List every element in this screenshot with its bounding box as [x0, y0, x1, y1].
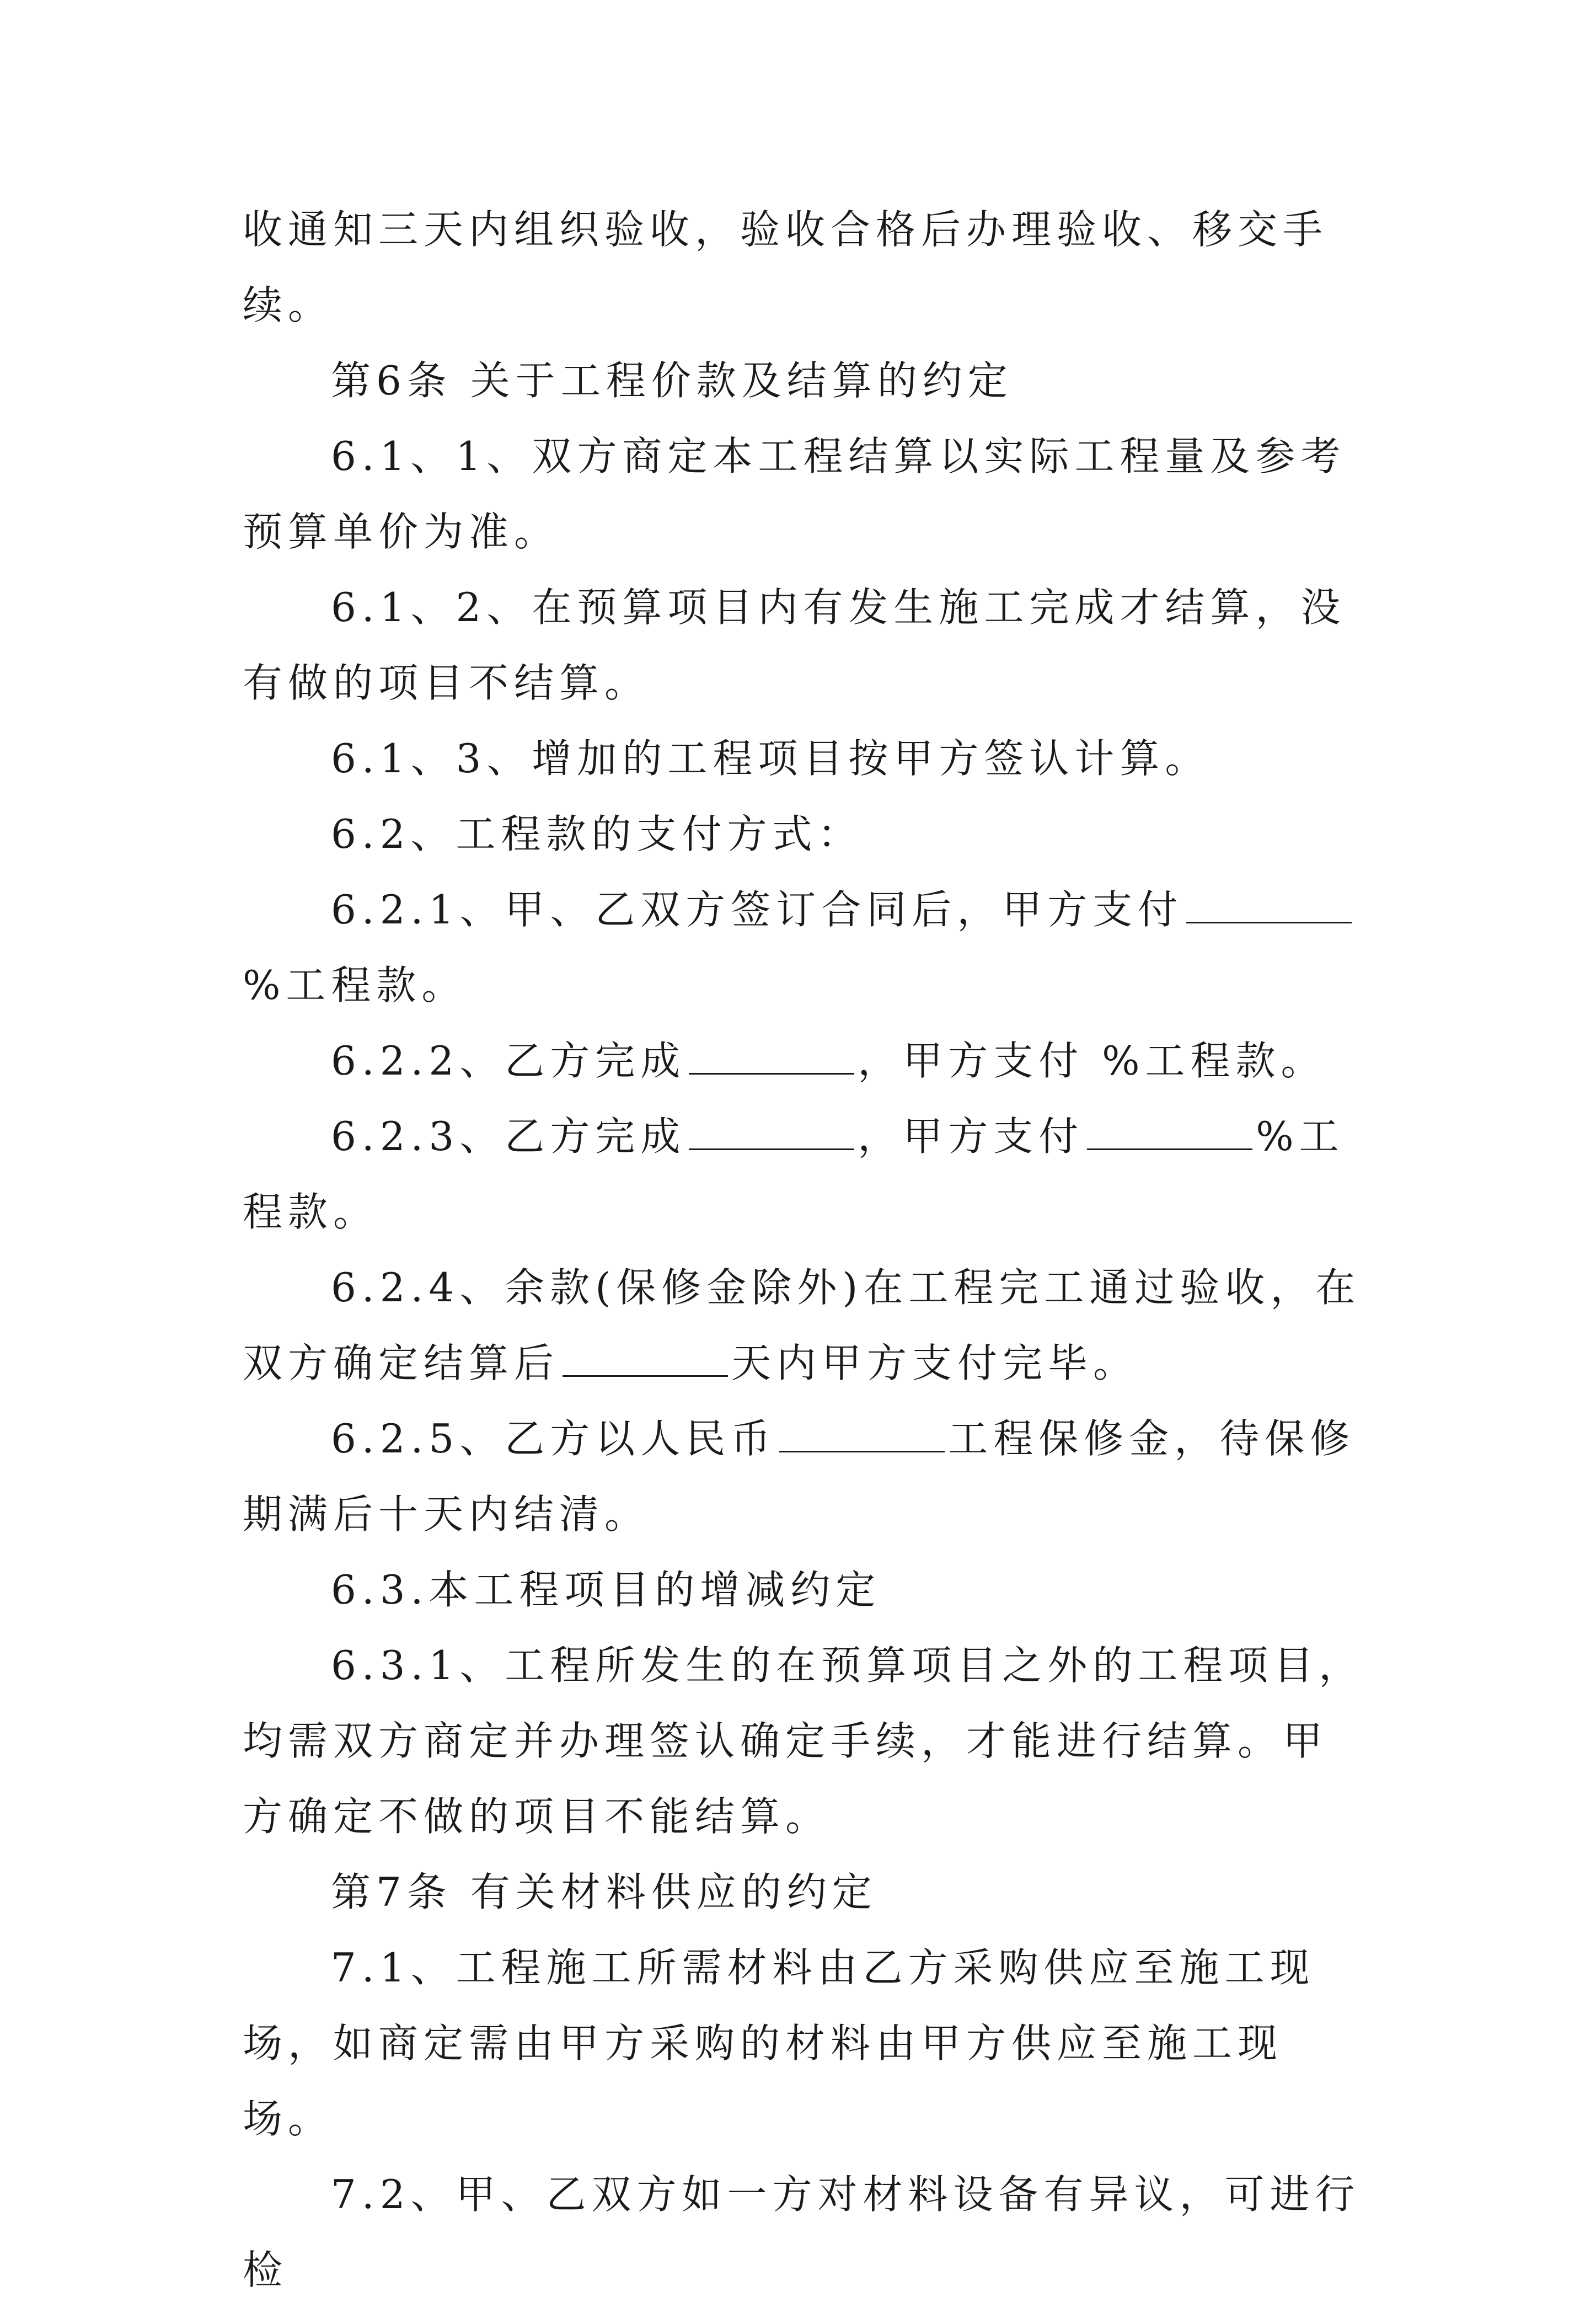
heading-article-6: 第6条 关于工程价款及结算的约定: [331, 357, 1013, 404]
clause-6-2-1: [243, 872, 1368, 1023]
clause-text: ，甲方支付: [858, 1113, 1084, 1160]
clause-text: 6.2.4、余款(保修金除外)在工程完工通过验收，在双方确定结算后: [243, 1264, 1361, 1386]
fill-blank: [779, 1418, 945, 1452]
clause-text: 6.2.3、乙方完成: [331, 1113, 686, 1160]
clause-text: %工程款。: [243, 1113, 1345, 1235]
clause-6-1-1: 6.1、1、双方商定本工程结算以实际工程量及参考预算单价为准。: [243, 433, 1346, 555]
clause-text: %工程款。: [243, 962, 467, 1008]
clause-6-2-4: [243, 1250, 1368, 1401]
clause-6-3-1: 6.3.1、工程所发生的在预算项目之外的工程项目，均需双方商定并办理签认确定手续，才能进行结算。甲方确定不做的项目不能结算。: [243, 1642, 1364, 1840]
clause-6-2-3: [243, 1099, 1368, 1250]
clause-text: 天内甲方支付完毕。: [731, 1340, 1139, 1386]
fill-blank: [563, 1342, 728, 1377]
clause-text: 6.2.5、乙方以人民币: [331, 1415, 776, 1462]
clause-6-2-2: [243, 1023, 1368, 1099]
fill-blank: [689, 1115, 854, 1150]
fill-blank: [689, 1040, 854, 1075]
contract-text: [243, 192, 1368, 2308]
clause-text: ，甲方支付 %工程款。: [858, 1038, 1326, 1084]
paragraph-acceptance: 收通知三天内组织验收，验收合格后办理验收、移交手续。: [243, 206, 1329, 328]
clause-text: 6.2.1、甲、乙双方签订合同后，甲方支付: [331, 886, 1183, 933]
clause-text: 工程保修金，待保修期满后十天内结清。: [243, 1415, 1356, 1537]
clause-7-2: 7.2、甲、乙双方如一方对材料设备有异议，可进行检: [243, 2171, 1361, 2293]
clause-6-1-3: 6.1、3、增加的工程项目按甲方签认计算。: [331, 735, 1211, 782]
clause-6-3: 6.3.本工程项目的增减约定: [331, 1567, 881, 1613]
clause-7-1: 7.1、工程施工所需材料由乙方采购供应至施工现场，如商定需由甲方采购的材料由甲方供应至施工现场。: [243, 1944, 1315, 2142]
fill-blank: [1087, 1115, 1252, 1150]
fill-blank: [1186, 889, 1352, 923]
clause-6-2-5: [243, 1401, 1368, 1552]
heading-article-7: 第7条 有关材料供应的约定: [331, 1869, 877, 1915]
clause-6-1-2: 6.1、2、在预算项目内有发生施工完成才结算，没有做的项目不结算。: [243, 584, 1346, 706]
clause-text: 6.2.2、乙方完成: [331, 1038, 686, 1084]
clause-6-2: 6.2、工程款的支付方式：: [331, 811, 863, 857]
